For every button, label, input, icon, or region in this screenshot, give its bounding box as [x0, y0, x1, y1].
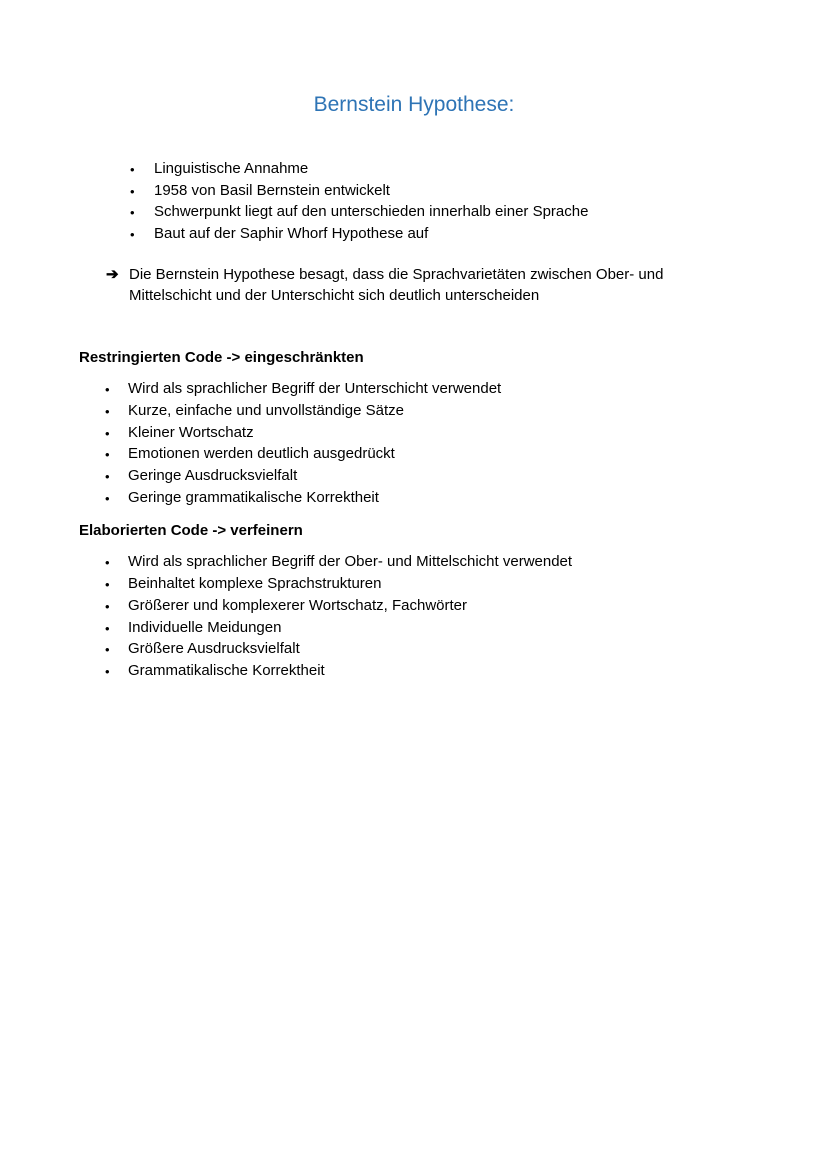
- bullet-icon: •: [105, 382, 110, 398]
- intro-bullet-list: [130, 159, 828, 246]
- list-item: [105, 488, 828, 510]
- list-item: [105, 574, 828, 596]
- list-item: [105, 552, 828, 574]
- list-item: [130, 159, 828, 181]
- list-item-text: Beinhaltet komplexe Sprachstrukturen: [128, 575, 382, 593]
- list-item: [105, 661, 828, 683]
- list-item-text: Größerer und komplexerer Wortschatz, Fachwörter: [128, 596, 468, 614]
- bullet-icon: •: [105, 447, 110, 463]
- arrow-note: [106, 265, 828, 306]
- document-title: Bernstein Hypothese:: [313, 93, 515, 116]
- list-item-text: Kleiner Wortschatz: [128, 423, 254, 441]
- bullet-icon: •: [130, 183, 135, 199]
- list-item: [105, 466, 828, 488]
- list-item: [105, 444, 828, 466]
- list-item-text: Grammatikalische Korrektheit: [128, 661, 325, 679]
- list-item-text: Geringe Ausdrucksvielfalt: [128, 467, 298, 485]
- list-item: [130, 202, 828, 224]
- section-bullet-list: [105, 552, 828, 682]
- list-item: [130, 181, 828, 203]
- list-item: [105, 639, 828, 661]
- bullet-icon: •: [130, 227, 135, 243]
- list-item-text: 1958 von Basil Bernstein entwickelt: [154, 181, 390, 199]
- bullet-icon: •: [105, 555, 110, 571]
- bullet-icon: •: [105, 425, 110, 441]
- arrow-note-text: Die Bernstein Hypothese besagt, dass die Sprachvarietäten zwischen Ober- und Mittelschicht und der Unterschicht sich deutlich unterscheiden: [129, 265, 664, 304]
- list-item-text: Größere Ausdrucksvielfalt: [128, 640, 300, 658]
- list-item: [105, 401, 828, 423]
- section-bullet-list: [105, 379, 828, 509]
- list-item: [105, 423, 828, 445]
- list-item-text: Kurze, einfache und unvollständige Sätze: [128, 401, 405, 419]
- list-item-text: Baut auf der Saphir Whorf Hypothese auf: [154, 225, 429, 243]
- list-item: [105, 618, 828, 640]
- bullet-icon: •: [130, 205, 135, 221]
- list-item-text: Wird als sprachlicher Begriff der Ober- und Mittelschicht verwendet: [128, 553, 573, 571]
- section-heading-elaborierter-code: Elaborierten Code -> verfeinern: [79, 522, 303, 540]
- list-item-text: Geringe grammatikalische Korrektheit: [128, 488, 379, 506]
- bullet-icon: •: [105, 642, 110, 658]
- bullet-icon: •: [130, 162, 135, 177]
- bullet-icon: •: [105, 403, 110, 419]
- bullet-icon: •: [105, 663, 110, 679]
- list-item-text: Schwerpunkt liegt auf den unterschieden innerhalb einer Sprache: [154, 203, 589, 221]
- list-item: [105, 596, 828, 618]
- bullet-icon: •: [105, 620, 110, 636]
- list-item-text: Individuelle Meidungen: [128, 618, 282, 636]
- list-item-text: Emotionen werden deutlich ausgedrückt: [128, 445, 395, 463]
- arrow-icon: ➔: [106, 265, 119, 283]
- bullet-icon: •: [105, 598, 110, 614]
- list-item: [105, 379, 828, 401]
- list-item-text: Linguistische Annahme: [154, 160, 309, 177]
- bullet-icon: •: [105, 577, 110, 593]
- bullet-icon: •: [105, 469, 110, 485]
- list-item: [130, 224, 828, 246]
- list-item-text: Wird als sprachlicher Begriff der Unterschicht verwendet: [128, 380, 502, 398]
- section-heading-restringierter-code: Restringierten Code -> eingeschränkten: [79, 349, 364, 367]
- bullet-icon: •: [105, 490, 110, 506]
